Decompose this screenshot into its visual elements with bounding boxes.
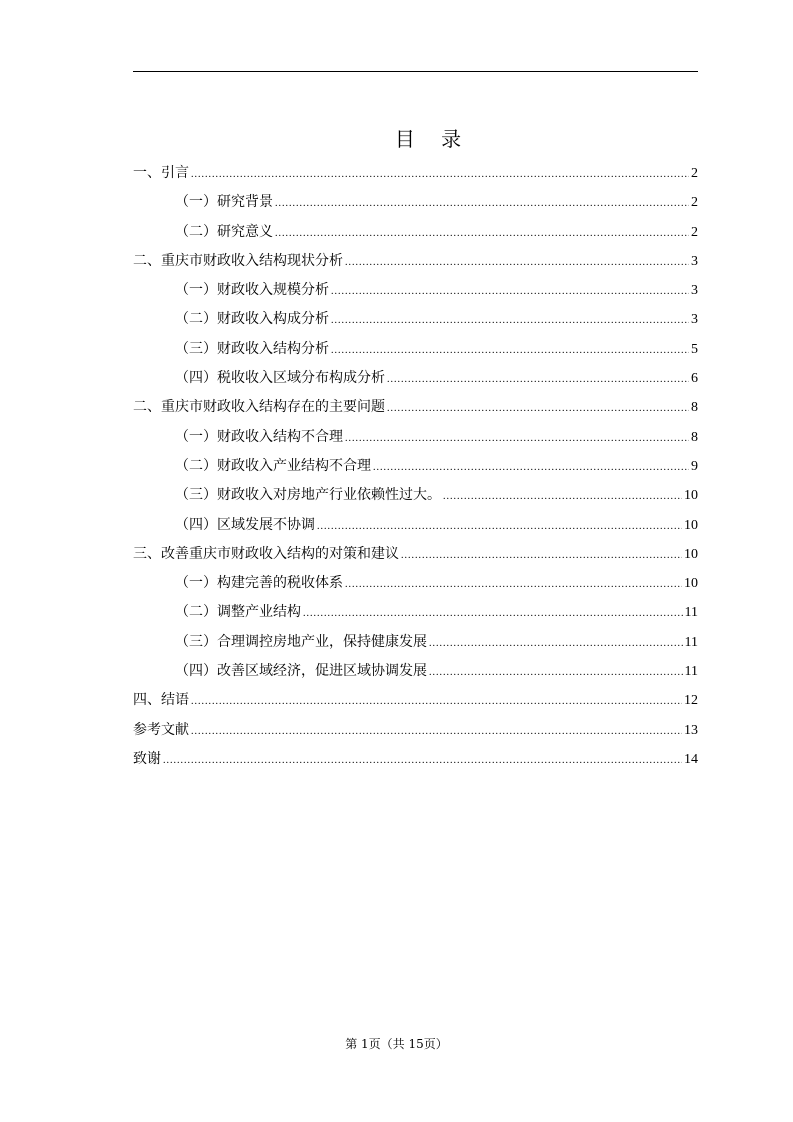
toc-entry-text: （二）财政收入构成分析 xyxy=(175,311,329,328)
toc-entry[interactable] xyxy=(133,569,698,598)
toc-entry-page-number: 5 xyxy=(691,341,698,357)
toc-entry-text: （一）研究背景 xyxy=(175,194,273,211)
toc-entry[interactable] xyxy=(133,423,698,452)
dot-leader xyxy=(429,658,683,687)
toc-entry-page-number: 11 xyxy=(684,605,698,621)
toc-entry-text: 三、改善重庆市财政收入结构的对策和建议 xyxy=(133,545,399,562)
toc-entry-text: （三）财政收入对房地产行业依赖性过大。 xyxy=(175,487,441,504)
toc-entry-page-number: 2 xyxy=(691,166,698,181)
dot-leader xyxy=(443,482,682,511)
toc-entry-text: 参考文献 xyxy=(133,721,189,738)
dot-leader xyxy=(303,599,683,628)
toc-entry-page-number: 6 xyxy=(691,371,698,387)
toc-entry[interactable] xyxy=(133,716,698,745)
toc-entry[interactable] xyxy=(133,218,698,247)
dot-leader xyxy=(401,541,682,570)
toc-entry[interactable] xyxy=(133,364,698,393)
toc-entry[interactable] xyxy=(133,745,698,774)
dot-leader xyxy=(191,717,682,746)
toc-entry-page-number: 8 xyxy=(691,429,698,445)
toc-entry-page-number: 3 xyxy=(691,283,698,299)
toc-title: 目 录 xyxy=(394,127,472,152)
toc-entry-page-number: 8 xyxy=(691,400,698,416)
toc-entry-text: （二）调整产业结构 xyxy=(175,604,301,621)
toc-entry[interactable] xyxy=(133,628,698,657)
dot-leader xyxy=(373,453,689,482)
dot-leader xyxy=(387,365,689,394)
toc-entry-text: （一）财政收入结构不合理 xyxy=(175,428,343,445)
toc-entry[interactable] xyxy=(133,452,698,481)
toc-entry-page-number: 3 xyxy=(691,253,698,269)
toc-entry-page-number: 3 xyxy=(691,312,698,328)
dot-leader xyxy=(275,189,689,218)
header-rule xyxy=(133,71,698,72)
toc-entry-page-number: 9 xyxy=(691,458,698,474)
toc-entry-text: （四）区域发展不协调 xyxy=(175,516,315,533)
toc-entry-page-number: 11 xyxy=(684,634,698,650)
toc-entry[interactable] xyxy=(133,657,698,686)
dot-leader xyxy=(345,424,689,453)
toc-entry-page-number: 2 xyxy=(691,195,698,211)
toc-entry-text: 致谢 xyxy=(133,750,161,767)
toc-entry-page-number: 2 xyxy=(691,224,698,240)
toc-entry-text: （一）构建完善的税收体系 xyxy=(175,575,343,592)
toc-entry[interactable] xyxy=(133,159,698,188)
toc-entry-text: （二）财政收入产业结构不合理 xyxy=(175,457,371,474)
toc-entry[interactable] xyxy=(133,335,698,364)
page-footer: 第 1页（共 15页） xyxy=(345,1037,448,1051)
toc-entry[interactable] xyxy=(133,511,698,540)
toc-entry[interactable] xyxy=(133,276,698,305)
toc-entry[interactable] xyxy=(133,598,698,627)
toc-entry-page-number: 10 xyxy=(684,517,698,533)
toc-entry-text: （一）财政收入规模分析 xyxy=(175,282,329,299)
toc-entry-text: 四、结语 xyxy=(133,692,189,709)
toc-entry-text: 二、重庆市财政收入结构存在的主要问题 xyxy=(133,399,385,416)
dot-leader xyxy=(429,629,683,658)
toc-entry[interactable] xyxy=(133,188,698,217)
toc-entry[interactable] xyxy=(133,686,698,715)
toc-entry-page-number: 10 xyxy=(684,488,698,504)
dot-leader xyxy=(191,160,689,189)
dot-leader xyxy=(331,277,689,306)
toc-entry-text: 二、重庆市财政收入结构现状分析 xyxy=(133,252,343,269)
toc-entry-page-number: 13 xyxy=(684,722,698,738)
toc-entry[interactable] xyxy=(133,305,698,334)
toc-entry-text: 一、引言 xyxy=(133,165,189,181)
dot-leader xyxy=(275,219,689,248)
toc-entry[interactable] xyxy=(133,481,698,510)
toc-entry[interactable] xyxy=(133,540,698,569)
dot-leader xyxy=(163,746,682,775)
dot-leader xyxy=(191,687,682,716)
dot-leader xyxy=(345,248,689,277)
toc-entry-text: （二）研究意义 xyxy=(175,223,273,240)
dot-leader xyxy=(387,394,689,423)
dot-leader xyxy=(317,512,682,541)
toc-entry-page-number: 10 xyxy=(684,576,698,592)
toc-entry-text: （三）财政收入结构分析 xyxy=(175,340,329,357)
table-of-contents xyxy=(133,159,698,774)
dot-leader xyxy=(331,336,689,365)
toc-entry-page-number: 10 xyxy=(684,546,698,562)
toc-entry-page-number: 11 xyxy=(684,664,698,680)
toc-entry-text: （四）改善区域经济，促进区域协调发展 xyxy=(175,663,427,680)
toc-entry-page-number: 12 xyxy=(684,693,698,709)
toc-entry[interactable] xyxy=(133,393,698,422)
toc-entry-text: （四）税收收入区域分布构成分析 xyxy=(175,370,385,387)
dot-leader xyxy=(331,306,689,335)
toc-entry[interactable] xyxy=(133,247,698,276)
dot-leader xyxy=(345,570,682,599)
toc-entry-text: （三）合理调控房地产业，保持健康发展 xyxy=(175,633,427,650)
toc-entry-page-number: 14 xyxy=(684,751,698,767)
